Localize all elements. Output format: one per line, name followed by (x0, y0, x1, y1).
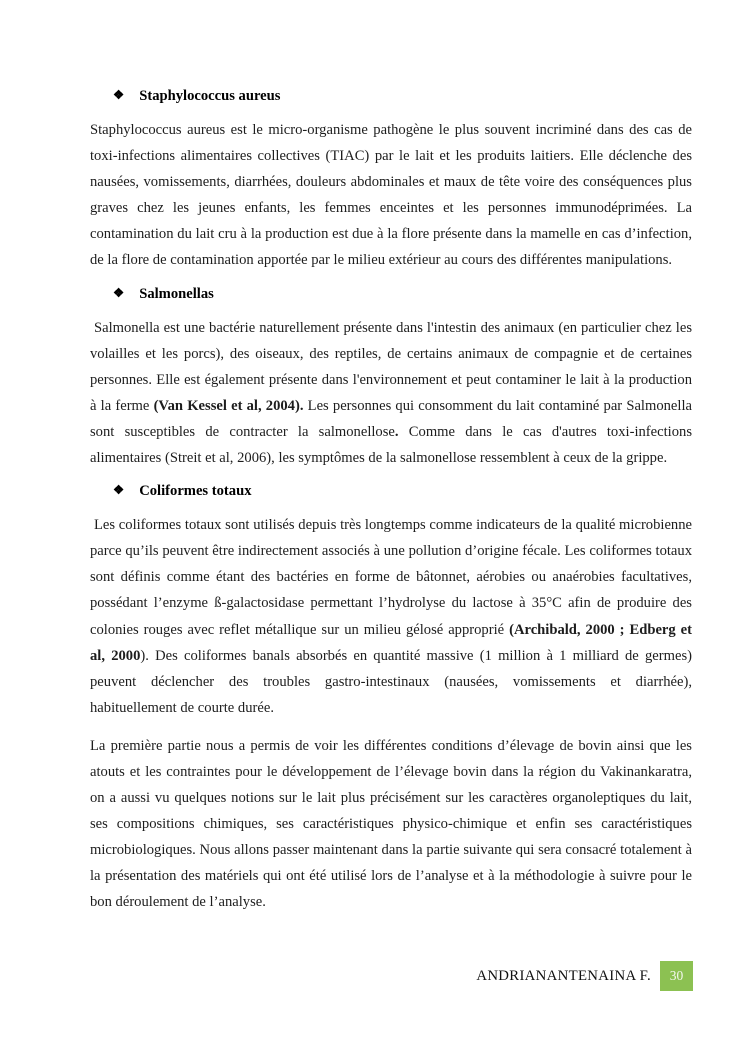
page-content (90, 86, 692, 928)
section-heading-label: Salmonellas (139, 285, 214, 302)
diamond-bullet-icon: ❖ (113, 285, 125, 300)
paragraph-staphylococcus: Staphylococcus aureus est le micro-organisme pathogène le plus souvent incriminé dans des cas de toxi-infections alimentaires collectives (TIAC) par le lait et les produits laitiers. Elle déclenche des nausées, vomissements, diarrhées, douleurs abdominales et maux de tête voire des conséquences plus graves chez les jeunes enfants, les femmes enceintes et les personnes immunodéprimées. La contamination du lait cru à la production est due à la flore présente dans la mamelle en cas d’infection, de la flore de contamination apportée par le milieu extérieur au cours des différentes manipulations. (90, 122, 692, 269)
section-heading-label: Coliformes totaux (139, 483, 252, 500)
footer-author-name: ANDRIANANTENAINA F. (476, 967, 651, 984)
diamond-bullet-icon: ❖ (113, 483, 125, 498)
page-number-badge: 30 (660, 961, 693, 991)
paragraph-coliformes: Les coliformes totaux sont utilisés depuis très longtemps comme indicateurs de la qualité microbienne parce qu’ils peuvent être indirectement associés à une pollution d’origine fécale. Les coliformes totaux sont définis comme étant des bactéries en forme de bâtonnet, aérobies ou anaérobies facultatives, possédant l’enzyme ß-galactosidase permettant l’hydrolyse du lactose à 35°C afin de produire des colonies rouges avec reflet métallique sur un milieu gélosé approprié (Archibald, 2000 ; Edberg et al, 2000). Des coliformes banals absorbés en quantité massive (1 million à 1 milliard de germes) peuvent déclencher des troubles gastro-intestinaux (nausées, vomissements et diarrhée), habituellement de courte durée. (90, 517, 692, 716)
page-footer (476, 961, 693, 991)
paragraph-salmonellas: Salmonella est une bactérie naturellement présente dans l'intestin des animaux (en particulier chez les volailles et les porcs), des oiseaux, des reptiles, de certains animaux de compagnie et de certaines personnes. Elle est également présente dans l'environnement et peut contaminer le lait à la production à la ferme (Van Kessel et al, 2004). Les personnes qui consomment du lait contaminé par Salmonella sont susceptibles de contracter la salmonellose. Comme dans le cas d'autres toxi-infections alimentaires (Streit et al, 2006), les symptômes de la salmonellose ressemblent à ceux de la grippe. (90, 319, 693, 467)
closing-paragraph: La première partie nous a permis de voir les différentes conditions d’élevage de bovin ainsi que les atouts et les contraintes pour le développement de l’élevage bovin dans la région du Vakinankaratra, on a aussi vu quelques notions sur le lait plus précisément sur les caractères organoleptiques du lait, ses compositions chimiques, ses caractéristiques physico-chimique et enfin ses caractéristiques microbiologiques. Nous allons passer maintenant dans la partie suivante qui sera consacré totalement à la présentation des matériels qui ont été utilisé lors de l’analyse et à la méthodologie à suivre pour le bon déroulement de l’analyse. (90, 737, 692, 911)
section-heading-staphylococcus (113, 88, 692, 105)
section-heading-salmonellas (113, 286, 692, 303)
section-heading-coliformes (113, 483, 692, 500)
section-heading-label: Staphylococcus aureus (139, 88, 281, 104)
diamond-bullet-icon: ❖ (113, 88, 125, 102)
